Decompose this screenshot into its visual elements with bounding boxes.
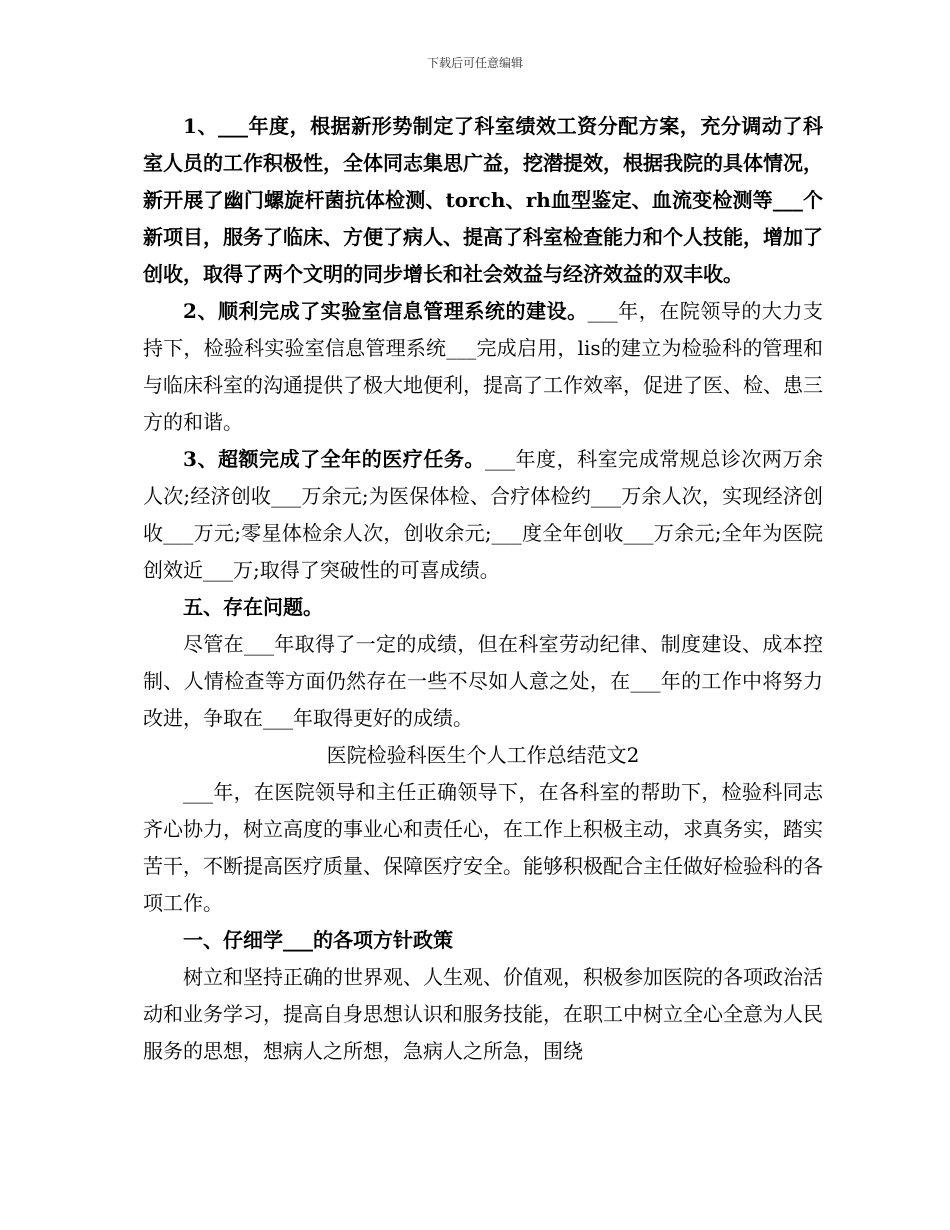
paragraph-intro-text: ___年，在医院领导和主任正确领导下，在各科室的帮助下，检验科同志齐心协力，树立高度的事业心和责任心，在工作上积极主动，求真务实，踏实苦干，不断提高医疗质量、保障医疗安全。能够积极配合主任做好检验科的各项工作。: [143, 780, 823, 915]
section-heading-policy-text: 一、仔细学___的各项方针政策: [183, 928, 453, 952]
document-body: [143, 108, 823, 1070]
paragraph-1-lead: 1、___年度，根据新形势制定了科室绩效工资分配方案，充分调动了科室人员的工作积极性，全体同志集思广益，挖潜提效，根据我院的具体情况，新开展了幽门螺旋杆菌抗体检测、torch、rh血型鉴定、血流变检测等___个新项目，服务了临床、方便了病人、提高了科室检查能力和个人技能，增加了创收，取得了两个文明的同步增长和社会效益与经济效益的双丰收。: [143, 114, 823, 286]
paragraph-issues-text: 尽管在___年取得了一定的成绩，但在科室劳动纪律、制度建设、成本控制、人情检查等方面仍然存在一些不尽如人意之处，在___年的工作中将努力改进，争取在___年取得更好的成绩。: [143, 632, 823, 730]
paragraph-issues: [143, 626, 823, 737]
section-heading-issues: [143, 589, 823, 626]
paragraph-2: [143, 293, 823, 441]
paragraph-3-lead: 3、超额完成了全年的医疗任务。: [183, 447, 485, 471]
document-title: [143, 737, 823, 774]
paragraph-policy-text: 树立和坚持正确的世界观、人生观、价值观，积极参加医院的各项政治活动和业务学习，提高自身思想认识和服务技能，在职工中树立全心全意为人民服务的思想，想病人之所想，急病人之所急，围绕: [143, 965, 823, 1063]
paragraph-1: [143, 108, 823, 293]
page-header: 下载后可任意编辑: [426, 56, 523, 70]
paragraph-2-lead: 2、顺利完成了实验室信息管理系统的建设。: [183, 299, 588, 323]
paragraph-3: [143, 441, 823, 589]
document-title-text: 医院检验科医生个人工作总结范文2: [326, 743, 640, 767]
paragraph-2-text: ___年，在院领导的大力支持下，检验科实验室信息管理系统___完成启用，lis的建立为检验科的管理和与临床科室的沟通提供了极大地便利，提高了工作效率，促进了医、检、患三方的和谐。: [143, 299, 823, 434]
paragraph-3-text: ___年度，科室完成常规总诊次两万余人次;经济创收___万余元;为医保体检、合疗体检约___万余人次，实现经济创收___万元;零星体检余人次，创收余元;___度全年创收___万余元;全年为医院创效近___万;取得了突破性的可喜成绩。: [143, 447, 824, 582]
section-heading-issues-text: 五、存在问题。: [183, 595, 323, 619]
paragraph-policy: [143, 959, 823, 1070]
section-heading-policy: [143, 922, 823, 959]
paragraph-intro: [143, 774, 823, 922]
